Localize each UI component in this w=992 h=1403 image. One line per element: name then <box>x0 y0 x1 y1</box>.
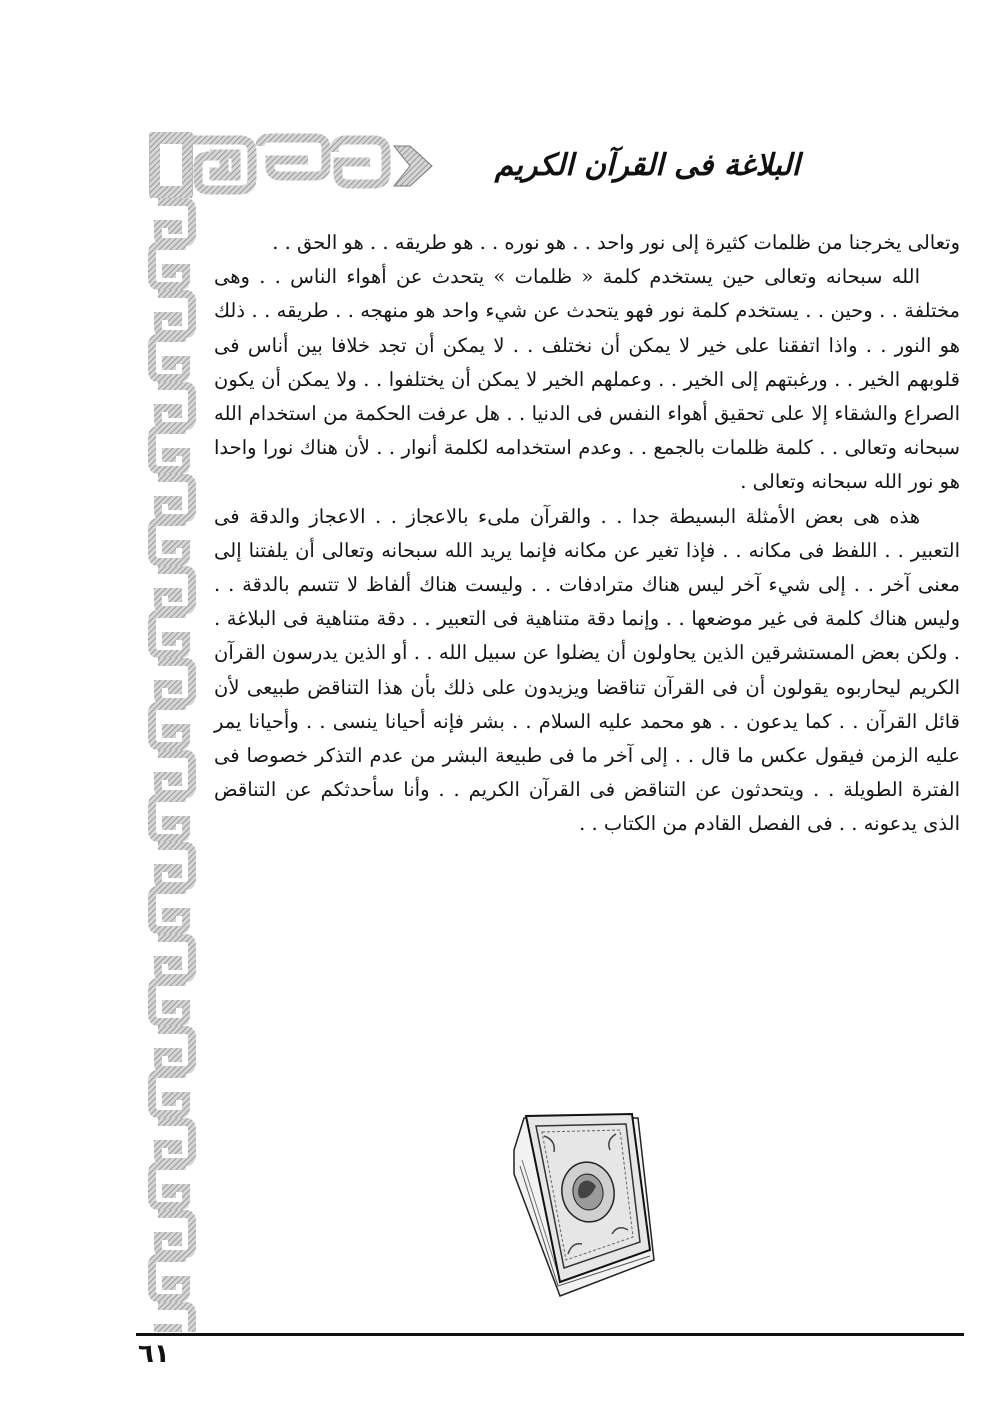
book-icon <box>500 1110 668 1300</box>
page-title: البلاغة فى القرآن الكريم <box>494 148 800 183</box>
paragraph-1: وتعالى يخرجنا من ظلمات كثيرة إلى نور واحد . . هو نوره . . هو طريقه . . هو الحق . . <box>272 231 960 254</box>
page-number: ٦١ <box>138 1339 170 1369</box>
ornamental-border-left-icon <box>148 132 196 1332</box>
body-text <box>214 226 960 842</box>
paragraph-3: هذه هى بعض الأمثلة البسيطة جدا . . والقرآن ملىء بالاعجاز . . الاعجاز والدقة فى التعبير . . اللفظ فى مكانه . . فإذا تغير عن مكانه فإنما يريد الله سبحانه وتعالى أن يلفتنا إلى معنى آخر . . إلى شيء آخر ليس هناك مترادفات . . وليست هناك ألفاظ لا تتسم بالدقة . . وليس هناك كلمة فى غير موضعها . . وإنما دقة متناهية فى التعبير . . دقة متناهية فى البلاغة . . ولكن بعض المستشرقين الذين يحاولون أن يضلوا عن سبيل الله . . أو الذين يدرسون القرآن الكريم ليحاربوه يقولون أن فى القرآن تناقضا ويزيدون على ذلك بأن هذا التناقض طبيعى لأن قائل القرآن . . كما يدعون . . هو محمد عليه السلام . . بشر فإنه أحيانا ينسى . . وأحيانا يمر عليه الزمن فيقول عكس ما قال . . إلى آخر ما فى طبيعة البشر من عدم التذكر خصوصا فى الفترة الطويلة . . ويتحدثون عن التناقض فى القرآن الكريم . . وأنا سأحدثكم عن التناقض الذى يدعونه . . فى الفصل القادم من الكتاب . . <box>214 504 960 836</box>
footer-rule <box>136 1333 964 1336</box>
paragraph-2: الله سبحانه وتعالى حين يستخدم كلمة « ظلمات » يتحدث عن أهواء الناس . . وهى مختلفة . . وحين . . يستخدم كلمة نور فهو يتحدث عن شيء واحد هو منهجه . . طريقه . . ذلك هو النور . . واذا اتفقنا على خير لا يمكن أن نختلف . . لا يمكن أن تجد خلافا بين أناس فى قلوبهم الخير . . ورغبتهم إلى الخير . . وعملهم الخير لا يمكن أن يختلفوا . . ولا يمكن أن يكون الصراع والشقاء إلا على تحقيق أهواء النفس فى الدنيا . . هل عرفت الحكمة من استخدام الله سبحانه وتعالى . . كلمة ظلمات بالجمع . . وعدم استخدامه لكلمة أنوار . . لأن هناك نورا واحدا هو نور الله سبحانه وتعالى . <box>214 265 960 494</box>
